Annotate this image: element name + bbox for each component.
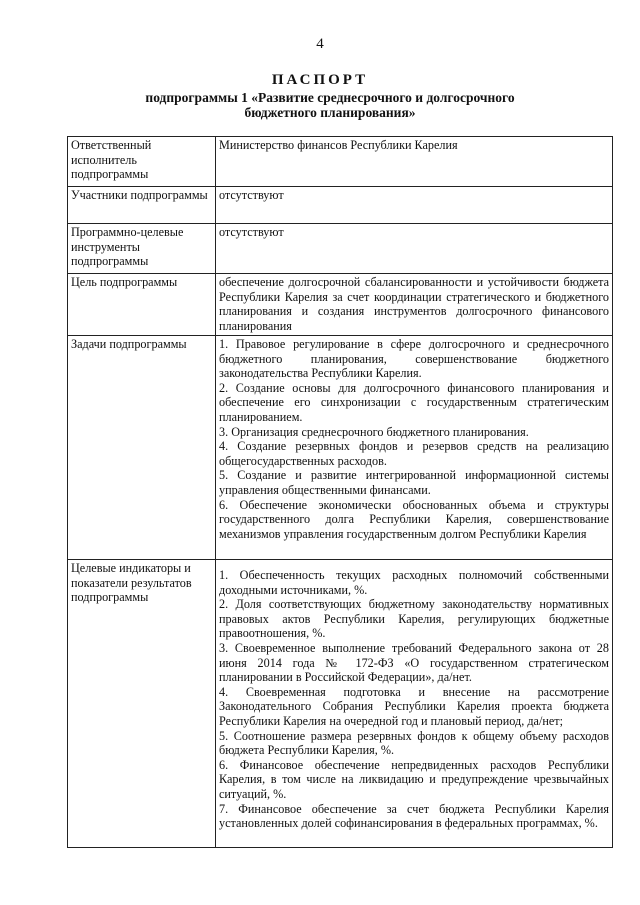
row-value	[216, 560, 613, 848]
row-label: Ответственный исполнитель подпрограммы	[68, 137, 216, 187]
row-label: Задачи подпрограммы	[68, 336, 216, 560]
list-item: 7. Финансовое обеспечение за счет бюджета Республики Карелия установленных долей софинансирования в федеральных программах, %.	[219, 801, 609, 831]
list-item: 3. Организация среднесрочного бюджетного планирования.	[219, 424, 529, 439]
list-item: 2. Доля соответствующих бюджетному законодательству нормативных правовых актов Республики Карелия, регулирующих бюджетные правоотношения, %.	[219, 597, 609, 641]
list-item: 5. Соотношение размера резервных фондов к общему объему расходов бюджета Республики Карелия, %.	[219, 728, 609, 758]
document-title: ПАСПОРТ	[271, 72, 369, 88]
table-row	[68, 560, 613, 848]
list-item: 4. Создание резервных фондов и резервов средств на реализацию общегосударственных расходов.	[219, 439, 609, 468]
list-item: 5. Создание и развитие интегрированной информационной системы управления общественными финансами.	[219, 468, 609, 497]
list-item: 1. Правовое регулирование в сфере долгосрочного и среднесрочного бюджетного планирования, совершенствование бюджетного законодательства Республики Карелия.	[219, 337, 609, 381]
list-item: 1. Обеспеченность текущих расходных полномочий собственными доходными источниками, %.	[219, 568, 609, 597]
table-row	[68, 274, 613, 336]
row-value: обеспечение долгосрочной сбалансированности и устойчивости бюджета Республики Карелия за счет координации стратегического и бюджетного планирования и создания инструментов долгосрочного финансового планирования	[216, 274, 613, 336]
table-row	[68, 137, 613, 187]
table-row	[68, 336, 613, 560]
list-item: 4. Своевременная подготовка и внесение на рассмотрение Законодательного Собрания Республики Карелия проекта бюджета Республики Карелия на очередной год и плановый период, да/нет;	[219, 684, 609, 728]
row-value: отсутствуют	[216, 224, 613, 274]
list-item: 2. Создание основы для долгосрочного финансового планирования и обеспечение его синхронизации с государственным стратегическим планированием.	[219, 380, 609, 424]
document-subtitle: подпрограммы 1 «Развитие среднесрочного и долгосрочного бюджетного планирования»	[145, 90, 515, 120]
page-number: 4	[316, 36, 324, 52]
row-label: Цель подпрограммы	[68, 274, 216, 336]
list-item: 6. Финансовое обеспечение непредвиденных расходов Республики Карелия, в том числе на ликвидацию и предупреждение чрезвычайных ситуаций, %.	[219, 757, 609, 801]
list-item: 3. Своевременное выполнение требований Федерального закона от 28 июня 2014 года № 172-ФЗ «О государственном стратегическом планировании в Российской Федерации», да/нет.	[219, 640, 609, 685]
row-label: Участники подпрограммы	[68, 187, 216, 224]
table-row	[68, 187, 613, 224]
list-item: 6. Обеспечение экономически обоснованных объема и структуры государственного долга Республики Карелия, совершенствование механизмов управления государственным долгом Республики Карелия	[219, 497, 609, 541]
row-value	[216, 336, 613, 560]
passport-table	[67, 136, 613, 848]
row-label: Программно-целевые инструменты подпрограммы	[68, 224, 216, 274]
row-value: отсутствуют	[216, 187, 613, 224]
row-label: Целевые индикаторы и показатели результатов подпрограммы	[68, 560, 216, 848]
row-value: Министерство финансов Республики Карелия	[216, 137, 613, 187]
table-row	[68, 224, 613, 274]
